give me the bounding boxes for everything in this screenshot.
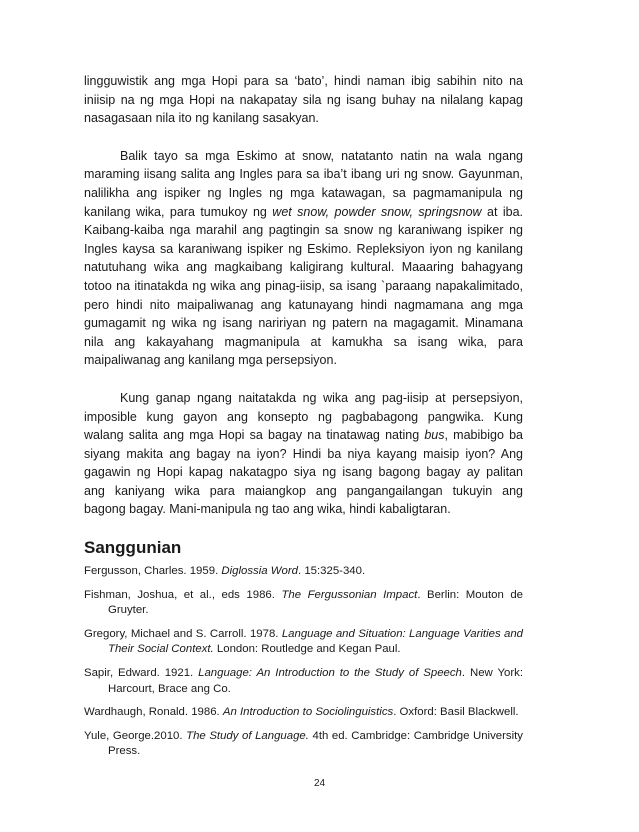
text-run: . Oxford: Basil Blackwell.	[393, 706, 519, 719]
text-line	[84, 445, 523, 464]
reference-entry	[84, 705, 523, 721]
text-run: maipaliwanag ang kanilang mga persepsiyon.	[84, 353, 337, 368]
text-run: 4th ed. Cambridge: Cambridge University Press.	[108, 729, 523, 758]
text-line	[84, 482, 523, 501]
text-line	[84, 426, 523, 445]
text-run: bagong bagay. Mani-manipula ng tao ang wika, hindi kabaligtaran.	[84, 502, 451, 517]
text-run: Kung ganap ngang naitatakda ng wika ang pag-iisip at persepsiyon,	[120, 390, 523, 405]
text-line	[84, 389, 523, 408]
text-run: . 15:325-340.	[298, 565, 366, 578]
italic-text: wet snow, powder snow, springsnow	[272, 204, 482, 219]
page-content	[84, 72, 523, 768]
paragraph	[84, 147, 523, 370]
text-run: . New York: Harcourt, Brace ang Co.	[108, 667, 523, 695]
text-run: . Berlin: Mouton de Gruyter.	[108, 588, 523, 617]
italic-text: The Study of Language.	[186, 729, 309, 742]
text-line	[84, 351, 523, 370]
text-run: Yule, George.2010.	[84, 729, 187, 742]
references-heading: Sanggunian	[84, 538, 182, 558]
reference-entry	[84, 564, 523, 580]
text-run: natutuhang wika ang magkaibang kaligirang kultural. Maaaring bahagyang	[84, 260, 523, 275]
text-run: Fishman, Joshua, et al., eds 1986.	[84, 588, 282, 601]
text-run: totoo na itinatakda ng wika ang pinag-iisip, sa isang `paraang napakalimitado,	[84, 278, 523, 293]
text-line	[84, 296, 523, 315]
text-line	[84, 314, 523, 333]
italic-text: Language: An Introduction to the Study of Speech	[198, 667, 462, 680]
text-line	[84, 258, 523, 277]
text-run: lingguwistik ang mga Hopi para sa ‘bato’, hindi naman ibig sabihin nito na	[84, 74, 523, 88]
body-text	[84, 72, 523, 519]
text-line	[84, 184, 523, 203]
reference-list	[84, 564, 523, 760]
reference-entry	[84, 588, 523, 619]
reference-entry	[84, 729, 523, 760]
text-run: Kaibang-kaiba nga marahil ang pagtingin sa snow ng karaniwang ispiker ng	[84, 223, 523, 238]
reference-entry	[84, 666, 523, 697]
text-run: , mabibigo ba	[444, 428, 523, 443]
text-run: imposible kung gayon ang konsepto ng pagbabagong pangwika. Kung	[84, 409, 523, 424]
italic-text: Language and Situation: Language Varities and Their Social Context.	[108, 627, 523, 656]
text-line	[84, 221, 523, 240]
text-run: siyang makita ang bagay na iyon? Hindi ba niya kayang maisip iyon? Ang	[84, 446, 523, 461]
text-run: nasagasaan nila ito ng kanilang sasakyan.	[84, 111, 319, 126]
text-run: Fergusson, Charles. 1959.	[84, 565, 222, 578]
text-run: maraming iisang salita ang Ingles para sa iba’t ibang uri ng snow. Gayunman,	[84, 167, 523, 182]
paragraph	[84, 72, 523, 128]
text-line	[84, 109, 523, 128]
text-line	[84, 240, 523, 259]
text-line	[84, 500, 523, 519]
text-line	[84, 408, 523, 427]
text-run: ang kaniyang wika para maiangkop ang pangangailangan tukuyin ang	[84, 483, 523, 498]
text-line	[84, 277, 523, 296]
text-line	[84, 147, 523, 166]
text-run: gagawin ng Hopi kapag nakatagpo siya ng isang bagong bagay ay palitan	[84, 465, 523, 480]
text-run: walang salita ang mga Hopi sa bagay na tinatawag nating	[84, 428, 425, 443]
text-run: nila ang kakayahang magmanipula at kamukha sa isang wika, para	[84, 334, 523, 349]
text-run: Balik tayo sa mga Eskimo at snow, natatanto natin na wala ngang	[120, 148, 523, 163]
text-run: pero hindi nito maipaliwanag ang katunayang hindi nagmamana ang mga	[84, 297, 523, 312]
italic-text: An Introduction to Sociolinguistics	[222, 706, 394, 719]
text-run: kanilang wika, para tumukoy ng	[84, 204, 273, 219]
text-run: Sapir, Edward. 1921.	[84, 667, 199, 680]
text-run: iniisip na ng mga Hopi na nakapatay sila ng isang buhay na nilalang kapag	[84, 92, 523, 107]
text-line	[84, 72, 523, 91]
reference-entry	[84, 627, 523, 658]
text-run: Wardhaugh, Ronald. 1986.	[84, 706, 223, 719]
text-line	[84, 463, 523, 482]
italic-text: The Fergussonian Impact	[281, 588, 418, 601]
text-run: nalilikha ang ispiker ng Ingles ng mga katawagan, sa pagmamanipula ng	[84, 185, 523, 200]
text-run: gumagamit ng wika ng isang naririyan ng patern na magagamit. Minamana	[84, 316, 523, 331]
italic-text: Diglossia Word	[221, 565, 298, 578]
italic-text: bus	[424, 428, 445, 443]
text-run: Gregory, Michael and S. Carroll. 1978.	[84, 627, 282, 640]
text-run: at iba.	[481, 204, 523, 219]
text-line	[84, 165, 523, 184]
text-run: Ingles kaysa sa karaniwang ispiker ng Eskimo. Repleksiyon iyon ng kanilang	[84, 241, 523, 256]
text-line	[84, 203, 523, 222]
paragraph	[84, 389, 523, 519]
text-line	[84, 91, 523, 110]
page-number: 24	[313, 778, 326, 789]
text-run: London: Routledge and Kegan Paul.	[213, 643, 401, 656]
text-line	[84, 333, 523, 352]
